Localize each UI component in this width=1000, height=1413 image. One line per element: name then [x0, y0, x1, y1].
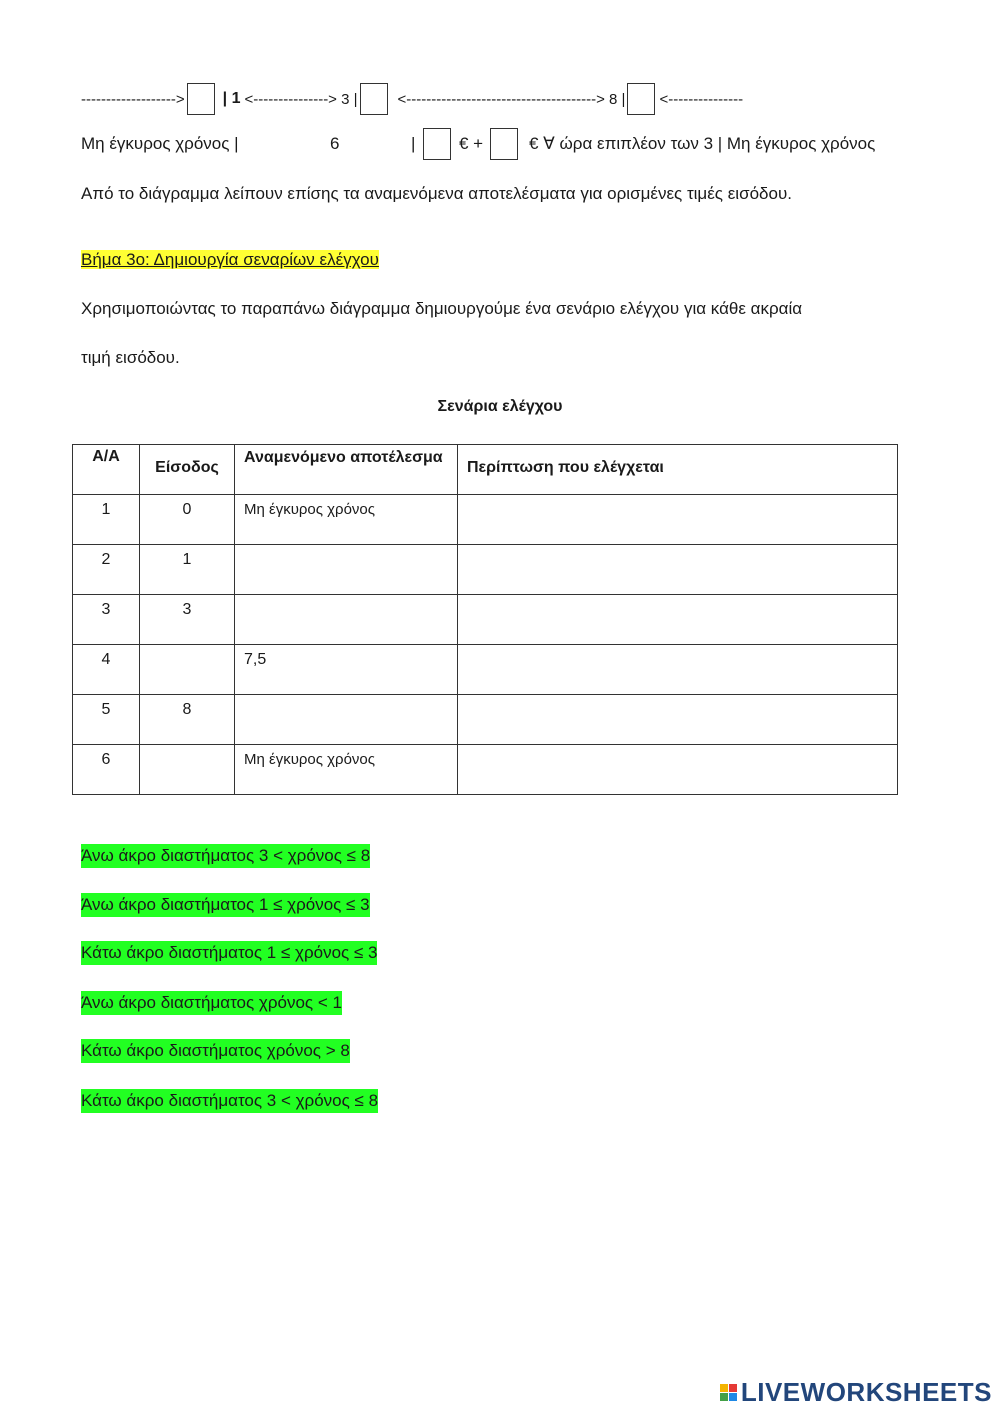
euro-plus: € + [459, 134, 484, 153]
cell-case-drop[interactable] [458, 595, 898, 645]
header-case: Περίπτωση που ελέγχεται [458, 445, 898, 495]
cell-case-drop[interactable] [458, 545, 898, 595]
table-caption: Σενάρια ελέγχου [437, 398, 563, 415]
answer-box-1[interactable] [187, 83, 215, 115]
cell-input: 3 [140, 595, 235, 645]
header-input: Είσοδος [140, 445, 235, 495]
result-six: 6 [330, 134, 340, 153]
paragraph-scenario-line1: Χρησιμοποιώντας το παραπάνω διάγραμμα δημιουργούμε ένα σενάριο ελέγχου για κάθε ακραία [81, 299, 803, 318]
arrow-segment-3: <--------------------------------------> 8 | [397, 90, 626, 108]
cell-expected: Μη έγκυρος χρόνος [235, 495, 458, 545]
cell-aa: 1 [73, 495, 140, 545]
table-row [73, 595, 898, 645]
table-row [73, 745, 898, 795]
cell-input: 1 [140, 545, 235, 595]
liveworksheets-logo [720, 1377, 992, 1408]
drag-option[interactable]: Άνω άκρο διαστήματος χρόνος < 1 [81, 991, 342, 1015]
table-header-row [73, 445, 898, 495]
boundary-1: | 1 [222, 90, 241, 107]
cell-aa: 6 [73, 745, 140, 795]
cell-input-input[interactable] [140, 745, 235, 795]
number-line-row [81, 83, 743, 115]
answer-box-2[interactable] [360, 83, 388, 115]
cell-case-drop[interactable] [458, 645, 898, 695]
table-row [73, 695, 898, 745]
logo-text: LIVEWORKSHEETS [740, 1377, 992, 1407]
arrow-segment-1: -------------------> [81, 90, 185, 108]
cell-aa: 4 [73, 645, 140, 695]
step-heading-wrap [81, 250, 379, 270]
cell-case-drop[interactable] [458, 745, 898, 795]
cell-expected-input[interactable] [235, 695, 458, 745]
arrow-segment-2: <---------------> 3 | [244, 90, 358, 108]
paragraph-scenario-line2: τιμή εισόδου. [81, 348, 180, 367]
drag-option[interactable]: Άνω άκρο διαστήματος 3 < χρόνος ≤ 8 [81, 844, 370, 868]
answer-box-5[interactable] [490, 128, 518, 160]
header-expected: Αναμενόμενο αποτέλεσμα [235, 445, 458, 495]
cell-case-drop[interactable] [458, 495, 898, 545]
cell-aa: 2 [73, 545, 140, 595]
arrow-segment-4: <--------------- [659, 90, 744, 108]
results-row [81, 128, 921, 164]
cell-input: 0 [140, 495, 235, 545]
drag-option[interactable]: Κάτω άκρο διαστήματος χρόνος > 8 [81, 1039, 350, 1063]
cell-expected-input[interactable] [235, 545, 458, 595]
cell-input-input[interactable] [140, 645, 235, 695]
euro-rate-text: € ∀ ώρα επιπλέον των 3 | Μη έγκυρος χρόνος [529, 134, 876, 153]
logo-grid-icon [720, 1384, 737, 1401]
answer-box-3[interactable] [627, 83, 655, 115]
cell-expected-input[interactable] [235, 595, 458, 645]
drag-option[interactable]: Κάτω άκρο διαστήματος 1 ≤ χρόνος ≤ 3 [81, 941, 377, 965]
cell-expected: 7,5 [235, 645, 458, 695]
answer-box-4[interactable] [423, 128, 451, 160]
cell-case-drop[interactable] [458, 695, 898, 745]
cell-input: 8 [140, 695, 235, 745]
paragraph-missing-results: Από το διάγραμμα λείπουν επίσης τα αναμενόμενα αποτελέσματα για ορισμένες τιμές εισόδου. [81, 184, 792, 203]
pipe: | [411, 134, 416, 153]
invalid-label-left: Μη έγκυρος χρόνος | [81, 134, 239, 153]
drag-option[interactable]: Κάτω άκρο διαστήματος 3 < χρόνος ≤ 8 [81, 1089, 378, 1113]
cell-aa: 5 [73, 695, 140, 745]
test-scenarios-table [72, 444, 898, 795]
step-heading: Βήμα 3ο: Δημιουργία σεναρίων ελέγχου [81, 250, 379, 269]
cell-expected: Μη έγκυρος χρόνος [235, 745, 458, 795]
header-aa: Α/Α [73, 445, 140, 495]
table-row [73, 545, 898, 595]
cell-aa: 3 [73, 595, 140, 645]
table-row [73, 495, 898, 545]
drag-option[interactable]: Άνω άκρο διαστήματος 1 ≤ χρόνος ≤ 3 [81, 893, 370, 917]
table-row [73, 645, 898, 695]
